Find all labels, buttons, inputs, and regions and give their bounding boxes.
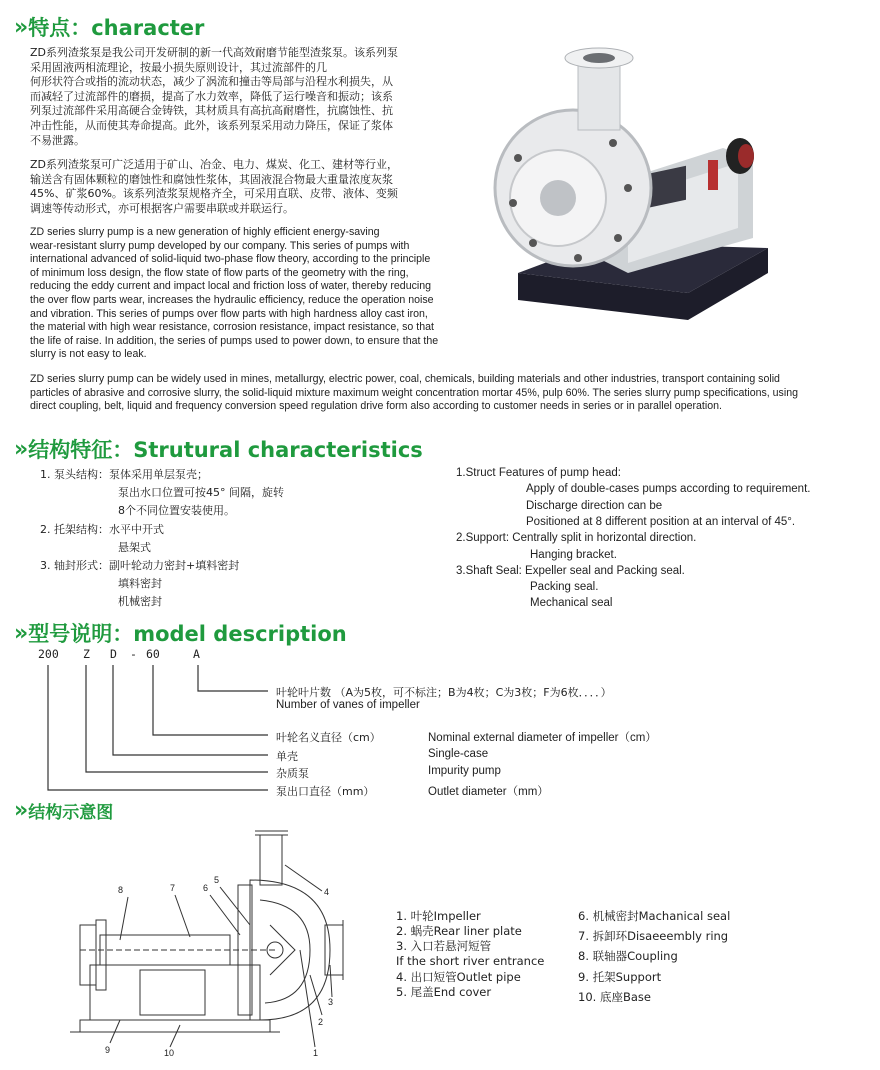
text-line: 3. 入口若悬河短管 bbox=[396, 939, 492, 954]
model-row-impurity-en: Impurity pump bbox=[428, 765, 501, 777]
text-line: particles of abrasive and corrosive slurry, the solid-liquid mixture maximum weight concentration mortar 45%, pulp 60%. The series slurry pump specifications, using bbox=[30, 386, 798, 399]
text-line: 采用固液两相流理论，按最小损失原则设计，其过流部件的几 bbox=[30, 60, 327, 74]
text-line: reducing the eddy current and impact local and friction loss of water, thereby reducing bbox=[30, 280, 432, 293]
text-line: ZD系列渣浆泵是我公司开发研制的新一代高效耐磨节能型渣浆泵。该系列泵 bbox=[30, 46, 399, 59]
text-line: ZD series slurry pump is a new generation of highly efficient energy-saving bbox=[30, 226, 380, 238]
section-title: 特点：character bbox=[28, 16, 205, 40]
text-line: 1. 泵头结构：泵体采用单层泵壳； bbox=[40, 468, 208, 481]
text-line: 5. 尾盖End cover bbox=[396, 985, 492, 999]
text-line: 而减轻了过流部件的磨损，提高了水力效率，降低了运行噪音和振动；该系 bbox=[30, 89, 393, 103]
text-line: 1.Struct Features of pump head: bbox=[456, 467, 621, 479]
chevron-icon: » bbox=[14, 620, 25, 646]
text-line: 1. 叶轮Impeller bbox=[396, 909, 481, 923]
text-line: Mechanical seal bbox=[530, 597, 613, 610]
callout-4: 4 bbox=[324, 887, 330, 897]
text-line: direct coupling, belt, liquid and frequency conversion speed regulation drive form also according to customer needs in series or in parallel operation. bbox=[30, 400, 722, 413]
text-line: Apply of double-cases pumps according to requirement. bbox=[526, 483, 811, 496]
callout-1: 1 bbox=[313, 1048, 319, 1058]
model-row-impurity-cn: 杂质泵 bbox=[276, 767, 309, 780]
text-line: 3.Shaft Seal: Expeller seal and Packing seal. bbox=[456, 564, 685, 577]
text-line: 4. 出口短管Outlet pipe bbox=[396, 969, 521, 984]
text-line: 输送含有固体颗粒的磨蚀性和腐蚀性浆体，其固液混合物最大重量浓度灰浆 bbox=[30, 172, 393, 186]
model-code-dash: - bbox=[130, 647, 137, 661]
callout-2: 2 bbox=[318, 1017, 324, 1027]
text-line: ZD series slurry pump can be widely used in mines, metallurgy, electric power, coal, chemicals, building materials and other industries, transport containing solid bbox=[30, 373, 780, 385]
text-line: of minimum loss design, the flow state of flow parts of the geometry with the ring, bbox=[30, 266, 409, 279]
text-line: 冲击性能，从而使其寿命提高。此外，该系列泵采用动力降压，保证了浆体 bbox=[30, 119, 393, 132]
text-line: 机械密封 bbox=[118, 595, 162, 609]
text-line: 2. 托架结构：水平中开式 bbox=[40, 522, 164, 536]
text-line: 悬架式 bbox=[118, 540, 151, 554]
model-code-a: A bbox=[193, 647, 200, 661]
model-code-60: 60 bbox=[146, 647, 160, 661]
chevron-icon: » bbox=[14, 436, 25, 462]
callout-7: 7 bbox=[170, 883, 176, 893]
callout-5: 5 bbox=[214, 875, 220, 885]
text-line: wear-resistant slurry pump developed by our company. This series of pumps with bbox=[30, 239, 410, 252]
text-line: the life of raise. In addition, the series of pumps used to power down, to ensure that the bbox=[30, 334, 439, 347]
text-line: Discharge direction can be bbox=[526, 499, 663, 512]
text-line: 8. 联轴器Coupling bbox=[578, 949, 678, 964]
text-line: If the short river entrance bbox=[396, 953, 545, 968]
text-line: 45%、矿浆60%。该系列渣浆泵规格齐全，可采用直联、皮带、液体、变频 bbox=[30, 187, 398, 201]
chevron-icon: » bbox=[14, 14, 25, 40]
text-line: the over flow parts wear, increases the hydraulic efficiency, reduce the operation noise bbox=[30, 294, 434, 306]
pump-structure-diagram bbox=[60, 825, 360, 1060]
text-line: 填料密封 bbox=[118, 577, 162, 591]
model-row-diameter-en: Nominal external diameter of impeller（cm） bbox=[428, 732, 657, 744]
text-line: Positioned at 8 different position at an interval of 45°. bbox=[526, 515, 796, 528]
text-line: Hanging bracket. bbox=[530, 548, 617, 561]
text-line: 2. 蜗壳Rear liner plate bbox=[396, 924, 522, 939]
text-line: Packing seal. bbox=[530, 581, 599, 594]
model-row-vanes-cn: 叶轮叶片数 （A为5枚，可不标注；B为4枚；C为3枚；F为6枚．．．．） bbox=[276, 686, 612, 699]
model-code-d: D bbox=[110, 647, 117, 661]
model-row-outlet-cn: 泵出口直径（mm） bbox=[276, 785, 375, 798]
section-title: 结构示意图 bbox=[28, 803, 114, 823]
callout-9: 9 bbox=[105, 1045, 111, 1055]
text-line: and vibration. This series of pumps over flow parts with high hardness alloy cast iron, bbox=[30, 307, 428, 320]
text-line: international advanced of solid-liquid two-phase flow theory, according to the principle bbox=[30, 253, 431, 266]
text-line: ZD系列渣浆泵可广泛适用于矿山、冶金、电力、煤炭、化工、建材等行业， bbox=[30, 158, 399, 171]
model-code-200: 200 bbox=[38, 647, 59, 661]
callout-6: 6 bbox=[203, 883, 209, 893]
text-line: 8个不同位置安装使用。 bbox=[118, 504, 235, 518]
callout-8: 8 bbox=[118, 885, 124, 895]
model-row-outlet-en: Outlet diameter（mm） bbox=[428, 786, 549, 798]
text-line: 3. 轴封形式：副叶轮动力密封+填料密封 bbox=[40, 559, 240, 572]
text-line: slurry is not easy to leak. bbox=[30, 348, 147, 361]
text-line: 7. 拆卸环Disaeeembly ring bbox=[578, 929, 729, 944]
text-line: 9. 托架Support bbox=[578, 969, 662, 984]
text-line: 6. 机械密封Machanical seal bbox=[578, 909, 731, 923]
text-line: the material with high wear resistance, corrosion resistance, impact resistance, so that bbox=[30, 321, 434, 334]
section-title: 型号说明：model description bbox=[28, 622, 347, 646]
model-row-case-en: Single-case bbox=[428, 748, 489, 760]
model-code-z: Z bbox=[83, 647, 90, 661]
chevron-icon: » bbox=[14, 798, 25, 823]
text-line: 何形状符合或指的流动状态，减少了涡流和撞击等局部与沿程水利损失，从 bbox=[30, 75, 393, 89]
callout-10: 10 bbox=[164, 1048, 175, 1058]
model-row-case-cn: 单壳 bbox=[276, 750, 298, 763]
section-header-diagram bbox=[14, 798, 113, 823]
text-line: 不易泄露。 bbox=[30, 133, 85, 147]
text-line: 泵出水口位置可按45° 间隔，旋转 bbox=[118, 486, 284, 500]
section-title: 结构特征：Strutural characteristics bbox=[28, 438, 423, 462]
text-line: 调速等传动形式，亦可根据客户需要串联或并联运行。 bbox=[30, 201, 294, 215]
text-line: 2.Support: Centrally split in horizontal direction. bbox=[456, 532, 697, 545]
model-row-vanes-en: Number of vanes of impeller bbox=[276, 699, 420, 711]
text-line: 10. 底座Base bbox=[578, 989, 651, 1004]
text-line: 列泵过流部件采用高硬合金铸铁，其材质具有高抗高耐磨性，抗腐蚀性、抗 bbox=[30, 104, 393, 118]
callout-3: 3 bbox=[328, 997, 334, 1007]
model-row-diameter-cn: 叶轮名义直径（cm） bbox=[276, 731, 381, 744]
